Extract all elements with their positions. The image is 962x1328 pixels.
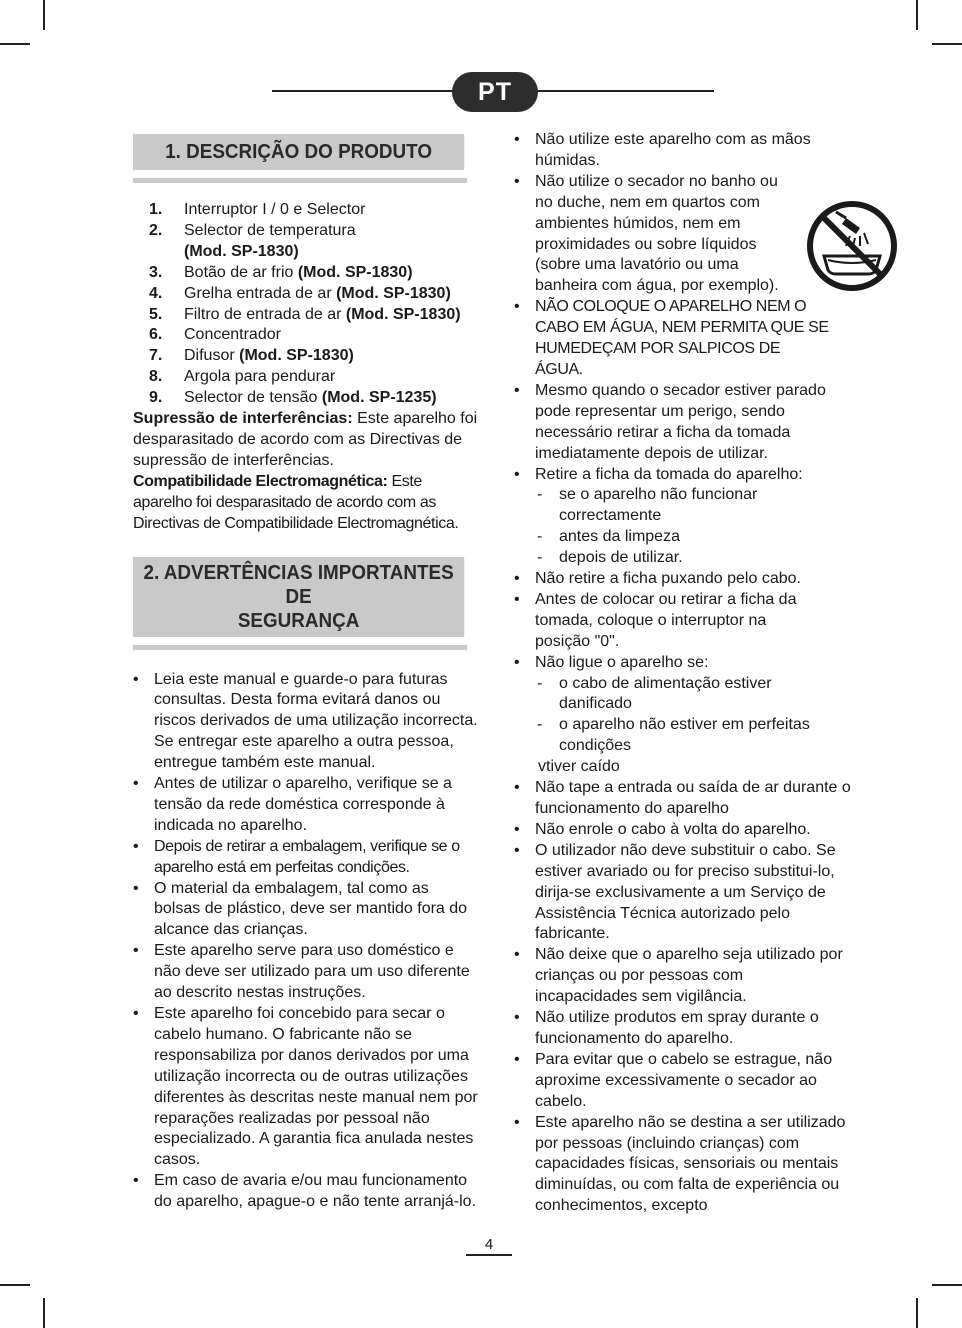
- section1-rule: [133, 178, 467, 183]
- list-item: • Em caso de avaria e/ou mau funcionamento do aparelho, apague-o e não tente arranjá-lo.: [133, 1171, 479, 1213]
- extra-line: vtiver caído: [538, 758, 620, 776]
- header-rule-right: [536, 90, 714, 92]
- list-item: • Este aparelho foi concebido para secar o cabelo humano. O fabricante não se responsabiliza por danos derivados por uma utilização incorrecta ou de outras utilizações diferentes às descritas neste manual nem por reparações realizadas por pessoal não especializado. A garantia fica anulada nestes casos.: [133, 1004, 479, 1171]
- section1-title: 1. DESCRIÇÃO DO PRODUTO: [133, 134, 464, 170]
- sublist-item: - antes da limpeza: [535, 527, 854, 548]
- part-item: 6. Concentrador: [149, 326, 281, 344]
- suppression-paragraph: Supressão de interferências: Este aparelho foi desparasitado de acordo com as Directivas de supressão de interferências.: [133, 410, 478, 469]
- part-item: 8. Argola para pendurar: [149, 368, 336, 386]
- emc-paragraph: Compatibilidade Electromagnética: Este aparelho foi desparasitado de acordo com as Directivas de Compatibilidade Electromagnética.: [133, 472, 459, 532]
- crop-mark: [0, 1284, 30, 1286]
- list-item: • Depois de retirar a embalagem, verifique se o aparelho está em perfeitas condições.: [133, 837, 479, 879]
- safety-list: [133, 670, 479, 1214]
- list-item: • Antes de utilizar o aparelho, verifique se a tensão da rede doméstica corresponde à indicada no aparelho.: [133, 774, 479, 837]
- crop-mark: [916, 0, 918, 30]
- sublist: [535, 485, 854, 569]
- list-item: • Não tape a entrada ou saída de ar durante o funcionamento do aparelho: [514, 778, 854, 820]
- sublist-item: - o cabo de alimentação estiver danificado: [535, 674, 789, 716]
- list-item: • Não utilize produtos em spray durante o funcionamento do aparelho.: [514, 1008, 854, 1050]
- list-item: • Não retire a ficha puxando pelo cabo.: [514, 569, 854, 590]
- sublist: [535, 674, 854, 758]
- no-shower-bath-icon: [806, 200, 898, 292]
- crop-mark: [43, 0, 45, 30]
- part-item: 4. Grelha entrada de ar (Mod. SP-1830): [149, 284, 451, 302]
- list-item: • Para evitar que o cabelo se estrague, não aproxime excessivamente o secador ao cabelo.: [514, 1050, 854, 1113]
- parts-list: [133, 200, 479, 409]
- header-rule-left: [272, 90, 454, 92]
- list-item: • Antes de colocar ou retirar a ficha da tomada, coloque o interruptor na posição "0".: [514, 590, 805, 653]
- crop-mark: [0, 43, 30, 45]
- part-item: 2. Selector de temperatura (Mod. SP-1830): [149, 221, 356, 260]
- list-item: • Não utilize este aparelho com as mãos húmidas.: [514, 130, 854, 172]
- sublist-item: - o aparelho não estiver em perfeitas condições: [535, 715, 829, 757]
- language-badge: PT: [452, 72, 538, 112]
- part-item: 5. Filtro de entrada de ar (Mod. SP-1830): [149, 305, 461, 323]
- safety-list-continued: [514, 130, 854, 1217]
- part-item: 9. Selector de tensão (Mod. SP-1235): [149, 389, 437, 407]
- list-item: • Não utilize o secador no banho ou no duche, nem em quartos com ambientes húmidos, nem em proximidades ou sobre líquidos (sobre uma lavatório ou uma banheira com água, por exemplo).: [514, 172, 854, 297]
- crop-mark: [932, 1284, 962, 1286]
- list-item: • Retire a ficha da tomada do aparelho: - se o aparelho não funcionar correctamente - antes da limpeza - depois de utilizar.: [514, 465, 854, 570]
- page-number: 4: [484, 1236, 494, 1253]
- list-item: • NÃO COLOQUE O APARELHO NEM O CABO EM ÁGUA, NEM PERMITA QUE SE HUMEDEÇAM POR SALPICOS DE ÁGUA.: [514, 297, 831, 381]
- list-item: • O material da embalagem, tal como as bolsas de plástico, deve ser mantido fora do alcance das crianças.: [133, 879, 479, 942]
- list-item: • Não enrole o cabo à volta do aparelho.: [514, 820, 854, 841]
- list-item: • Não ligue o aparelho se: - o cabo de alimentação estiver danificado - o aparelho não estiver em perfeitas condições vtiver caído: [514, 653, 854, 778]
- part-item: 7. Difusor (Mod. SP-1830): [149, 347, 354, 365]
- part-item: 1. Interruptor I / 0 e Selector: [149, 201, 366, 218]
- left-column: [133, 134, 479, 1213]
- right-column: [514, 130, 854, 1217]
- list-item: • O utilizador não deve substituir o cabo. Se estiver avariado ou for preciso substitui-lo, dirija-se exclusivamente a um Serviço de Assistência Técnica autorizado pelo fabricante.: [514, 841, 845, 946]
- list-item: • Mesmo quando o secador estiver parado pode representar um perigo, sendo necessário retirar a ficha da tomada imediatamente depois de utilizar.: [514, 381, 854, 465]
- part-item: 3. Botão de ar frio (Mod. SP-1830): [149, 263, 413, 281]
- list-item: • Leia este manual e guarde-o para futuras consultas. Desta forma evitará danos ou riscos derivados de uma utilização incorrecta. Se entregar este aparelho a outra pessoa, entregue também este manual.: [133, 670, 479, 775]
- section2-title: 2. ADVERTÊNCIAS IMPORTANTES DE SEGURANÇA: [133, 557, 464, 637]
- crop-mark: [43, 1298, 45, 1328]
- list-item: • Este aparelho não se destina a ser utilizado por pessoas (incluindo crianças) com capacidades físicas, sensoriais ou mentais diminuídas, ou com falta de experiência ou conhecimentos, excepto: [514, 1113, 854, 1218]
- crop-mark: [916, 1298, 918, 1328]
- page-number-rule: [466, 1254, 512, 1256]
- list-item: • Este aparelho serve para uso doméstico e não deve ser utilizado para um uso diferente ao descrito nestas instruções.: [133, 941, 479, 1004]
- crop-mark: [932, 43, 962, 45]
- sublist-item: - se o aparelho não funcionar correctamente: [535, 485, 769, 527]
- list-item: • Não deixe que o aparelho seja utilizado por crianças ou por pessoas com incapacidades sem vigilância.: [514, 945, 845, 1008]
- sublist-item: - depois de utilizar.: [535, 548, 854, 569]
